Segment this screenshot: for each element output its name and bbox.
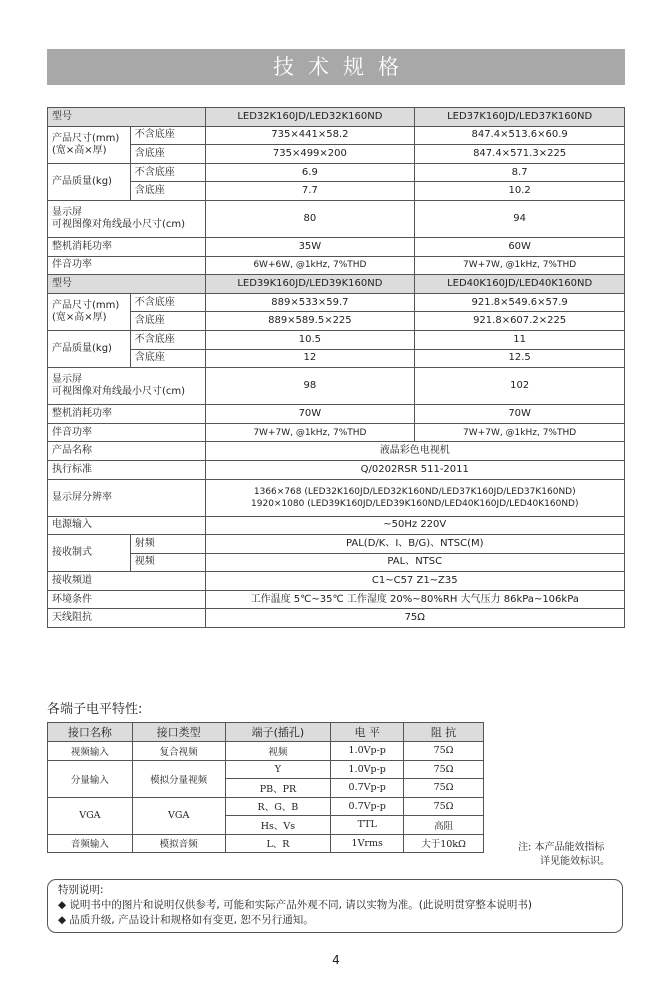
port-level: 0.7Vp-p (331, 779, 404, 798)
power-label: 整机消耗功率 (48, 237, 206, 256)
model-label: 型号 (48, 275, 206, 294)
port-name: 分量输入 (48, 760, 133, 797)
weight-row (48, 163, 625, 182)
channel-label: 接收频道 (48, 572, 206, 591)
port-level: 1.0Vp-p (331, 760, 404, 779)
energy-note-line1: 注: 本产品能效指标 (518, 842, 605, 853)
weight-with-a: 7.7 (205, 182, 415, 201)
weight-no-b: 11 (415, 330, 625, 349)
ports-header: 端子(插孔) (225, 723, 331, 742)
energy-note (518, 841, 610, 869)
system-row (48, 535, 625, 554)
weight-with-b: 12.5 (415, 349, 625, 368)
screen-label (48, 368, 206, 405)
ports-table (47, 722, 484, 853)
model-row (48, 275, 625, 294)
port-level: TTL (331, 816, 404, 835)
audio-b: 7W+7W, @1kHz, 7%THD (415, 256, 625, 275)
with-stand-label: 含底座 (130, 182, 205, 201)
size-no-b: 921.8×549.6×57.9 (415, 293, 625, 312)
special-notice-item: ◆ 品质升级, 产品设计和规格如有变更, 恕不另行通知。 (58, 914, 314, 926)
table-row (48, 834, 484, 853)
screen-label-line2: 可视图像对角线最小尺寸(cm) (52, 386, 186, 398)
screen-label (48, 200, 206, 237)
weight-row (48, 182, 625, 201)
standard-value: Q/0202RSR 511-2011 (205, 460, 624, 479)
power-b: 60W (415, 237, 625, 256)
antenna-row (48, 609, 625, 628)
ports-header-row (48, 723, 484, 742)
weight-row (48, 349, 625, 368)
energy-note-line2: 详见能效标识。 (540, 856, 610, 867)
ports-heading: 各端子电平特性: (47, 702, 143, 717)
port-name: VGA (48, 797, 133, 834)
screen-label-line1: 显示屏 (52, 374, 82, 386)
weight-no-b: 8.7 (415, 163, 625, 182)
with-stand-label: 含底座 (130, 349, 205, 368)
power-input-row (48, 516, 625, 535)
weight-label: 产品质量(kg) (48, 163, 131, 200)
ports-header: 接口类型 (132, 723, 225, 742)
size-row (48, 145, 625, 164)
port-terminal: Hs、Vs (225, 816, 331, 835)
table-row (48, 742, 484, 761)
resolution-line1: 1366×768 (LED32K160JD/LED32K160ND/LED37K160JD/LED37K160ND) (253, 486, 576, 497)
model-b: LED37K160JD/LED37K160ND (415, 108, 625, 127)
audio-label: 伴音功率 (48, 256, 206, 275)
system-label: 接收制式 (48, 535, 131, 572)
section-title-banner: 技术规格 (47, 49, 625, 85)
weight-row (48, 330, 625, 349)
weight-no-a: 10.5 (205, 330, 415, 349)
power-b: 70W (415, 405, 625, 424)
special-notice-item: ◆ 说明书中的图片和说明仅供参考, 可能和实际产品外观不同, 请以实物为准。(此说明贯穿整本说明书) (58, 899, 532, 911)
env-value: 工作温度 5℃~35℃ 工作湿度 20%~80%RH 大气压力 86kPa~106kPa (205, 590, 624, 609)
standard-label: 执行标准 (48, 460, 206, 479)
audio-a: 6W+6W, @1kHz, 7%THD (205, 256, 415, 275)
size-no-a: 889×533×59.7 (205, 293, 415, 312)
size-row (48, 126, 625, 145)
weight-with-a: 12 (205, 349, 415, 368)
size-label-line1: 产品尺寸(mm) (52, 299, 120, 311)
power-input-value: ~50Hz 220V (205, 516, 624, 535)
screen-b: 94 (415, 200, 625, 237)
product-name-value: 液晶彩色电视机 (205, 442, 624, 461)
model-b: LED40K160JD/LED40K160ND (415, 275, 625, 294)
port-terminal: L、R (225, 834, 331, 853)
port-terminal: Y (225, 760, 331, 779)
port-type: VGA (132, 797, 225, 834)
env-row (48, 590, 625, 609)
screen-row (48, 368, 625, 405)
no-stand-label: 不含底座 (130, 293, 205, 312)
audio-row (48, 256, 625, 275)
port-level: 1Vrms (331, 834, 404, 853)
with-stand-label: 含底座 (130, 312, 205, 331)
screen-a: 80 (205, 200, 415, 237)
power-row (48, 405, 625, 424)
port-impedance: 75Ω (404, 779, 484, 798)
power-input-label: 电源输入 (48, 516, 206, 535)
size-no-b: 847.4×513.6×60.9 (415, 126, 625, 145)
port-impedance: 75Ω (404, 760, 484, 779)
port-terminal: 视频 (225, 742, 331, 761)
screen-row (48, 200, 625, 237)
no-stand-label: 不含底座 (130, 126, 205, 145)
antenna-label: 天线阻抗 (48, 609, 206, 628)
port-impedance: 大于10kΩ (404, 834, 484, 853)
size-no-a: 735×441×58.2 (205, 126, 415, 145)
system-row (48, 553, 625, 572)
with-stand-label: 含底座 (130, 145, 205, 164)
port-level: 0.7Vp-p (331, 797, 404, 816)
size-with-b: 921.8×607.2×225 (415, 312, 625, 331)
port-type: 模拟分量视频 (132, 760, 225, 797)
port-terminal: PB、PR (225, 779, 331, 798)
screen-label-line2: 可视图像对角线最小尺寸(cm) (52, 218, 186, 230)
size-with-a: 735×499×200 (205, 145, 415, 164)
audio-b: 7W+7W, @1kHz, 7%THD (415, 423, 625, 442)
model-a: LED32K160JD/LED32K160ND (205, 108, 415, 127)
ports-header: 电 平 (331, 723, 404, 742)
port-terminal: R、G、B (225, 797, 331, 816)
video-value: PAL、NTSC (205, 553, 624, 572)
port-name: 音频输入 (48, 834, 133, 853)
weight-with-b: 10.2 (415, 182, 625, 201)
channel-row (48, 572, 625, 591)
rf-label: 射频 (130, 535, 205, 554)
port-name: 视频输入 (48, 742, 133, 761)
ports-header: 接口名称 (48, 723, 133, 742)
power-a: 35W (205, 237, 415, 256)
port-type: 复合视频 (132, 742, 225, 761)
special-notice-title: 特别说明: (58, 884, 104, 896)
audio-row (48, 423, 625, 442)
port-impedance: 高阻 (404, 816, 484, 835)
screen-b: 102 (415, 368, 625, 405)
port-impedance: 75Ω (404, 797, 484, 816)
spec-table (47, 107, 625, 628)
resolution-row (48, 479, 625, 516)
port-level: 1.0Vp-p (331, 742, 404, 761)
weight-no-a: 6.9 (205, 163, 415, 182)
size-label (48, 126, 131, 163)
resolution-label: 显示屏分辨率 (48, 479, 206, 516)
audio-a: 7W+7W, @1kHz, 7%THD (205, 423, 415, 442)
product-name-label: 产品名称 (48, 442, 206, 461)
size-with-b: 847.4×571.3×225 (415, 145, 625, 164)
env-label: 环境条件 (48, 590, 206, 609)
resolution-value (205, 479, 624, 516)
model-row (48, 108, 625, 127)
screen-label-line1: 显示屏 (52, 206, 82, 218)
table-row (48, 797, 484, 816)
size-row (48, 312, 625, 331)
size-label-line1: 产品尺寸(mm) (52, 132, 120, 144)
channel-value: C1~C57 Z1~Z35 (205, 572, 624, 591)
size-with-a: 889×589.5×225 (205, 312, 415, 331)
rf-value: PAL(D/K、I、B/G)、NTSC(M) (205, 535, 624, 554)
table-row (48, 760, 484, 779)
no-stand-label: 不含底座 (130, 163, 205, 182)
power-row (48, 237, 625, 256)
size-row (48, 293, 625, 312)
ports-header: 阻 抗 (404, 723, 484, 742)
video-label: 视频 (130, 553, 205, 572)
port-type: 模拟音频 (132, 834, 225, 853)
power-label: 整机消耗功率 (48, 405, 206, 424)
product-name-row (48, 442, 625, 461)
size-label-line2: (宽×高×厚) (52, 144, 107, 156)
weight-label: 产品质量(kg) (48, 330, 131, 367)
no-stand-label: 不含底座 (130, 330, 205, 349)
size-label-line2: (宽×高×厚) (52, 311, 107, 323)
model-label: 型号 (48, 108, 206, 127)
audio-label: 伴音功率 (48, 423, 206, 442)
port-impedance: 75Ω (404, 742, 484, 761)
model-a: LED39K160JD/LED39K160ND (205, 275, 415, 294)
size-label (48, 293, 131, 330)
antenna-value: 75Ω (205, 609, 624, 628)
screen-a: 98 (205, 368, 415, 405)
standard-row (48, 460, 625, 479)
power-a: 70W (205, 405, 415, 424)
special-notice-box (47, 879, 623, 933)
page-number: 4 (332, 953, 340, 967)
resolution-line2: 1920×1080 (LED39K160JD/LED39K160ND/LED40K160JD/LED40K160ND) (251, 498, 579, 509)
